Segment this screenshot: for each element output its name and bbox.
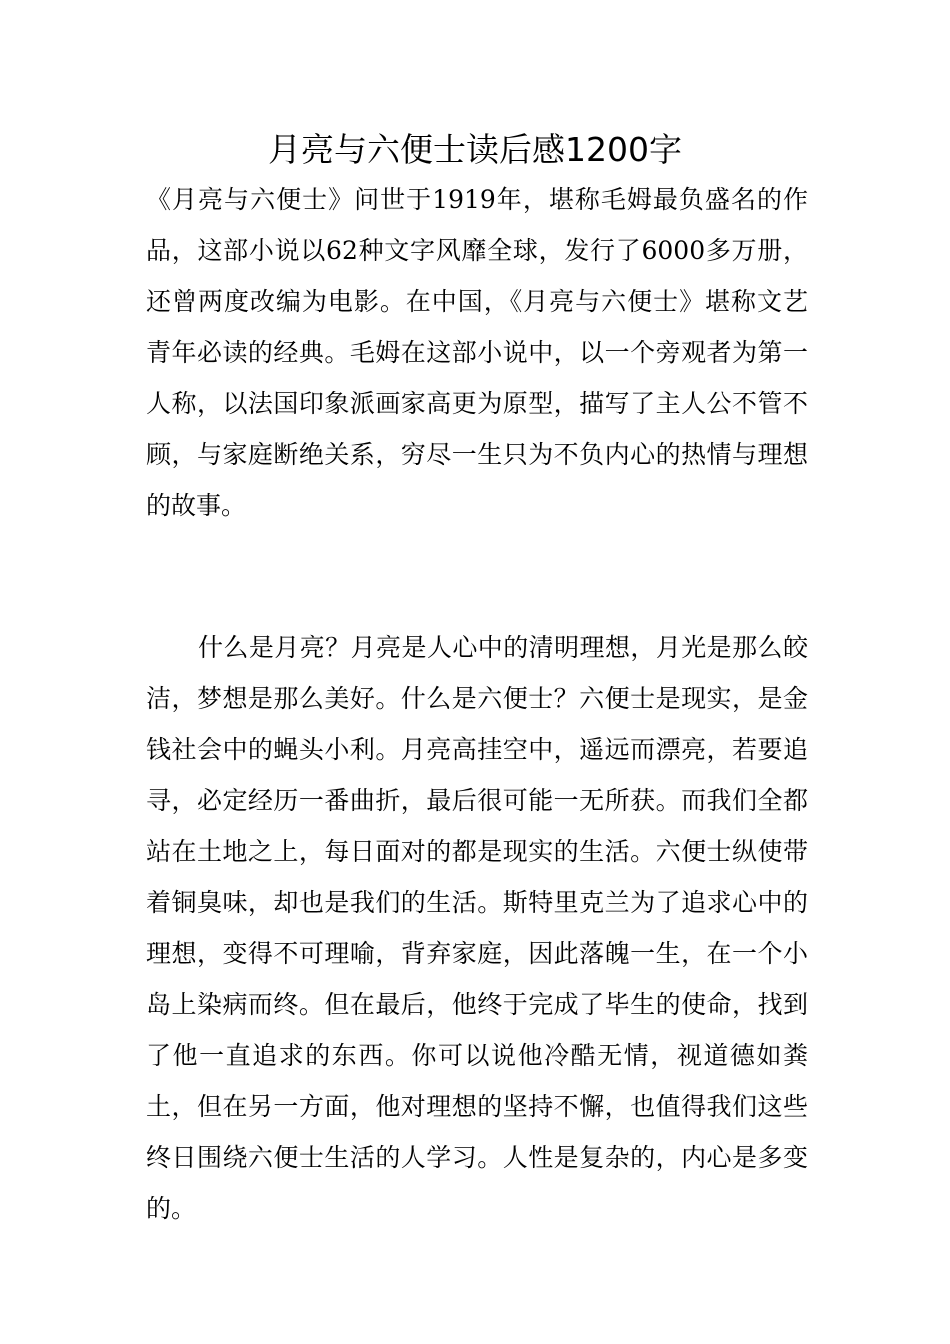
document-title: 月亮与六便士读后感1200字 <box>268 130 682 169</box>
paragraph-intro: 《月亮与六便士》问世于1919年，堪称毛姆最负盛名的作品，这部小说以62种文字风靡全球，发行了6000多万册，还曾两度改编为电影。在中国，《月亮与六便士》堪称文艺青年必读的经典。毛姆在这部小说中，以一个旁观者为第一人称，以法国印象派画家高更为原型，描写了主人公不管不顾，与家庭断绝关系，穷尽一生只为不负内心的热情与理想的故事。 <box>146 185 808 520</box>
paragraph-moon-and-sixpence: 什么是月亮？月亮是人心中的清明理想，月光是那么皎洁，梦想是那么美好。什么是六便士？六便士是现实，是金钱社会中的蝇头小利。月亮高挂空中，遥远而漂亮，若要追寻，必定经历一番曲折，最后很可能一无所获。而我们全都站在土地之上，每日面对的都是现实的生活。六便士纵使带着铜臭味，却也是我们的生活。斯特里克兰为了追求心中的理想，变得不可理喻，背弃家庭，因此落魄一生，在一个小岛上染病而终。但在最后，他终于完成了毕生的使命，找到了他一直追求的东西。你可以说他冷酷无情，视道德如粪土，但在另一方面，他对理想的坚持不懈，也值得我们这些终日围绕六便士生活的人学习。人性是复杂的，内心是多变的。 <box>146 633 808 1223</box>
